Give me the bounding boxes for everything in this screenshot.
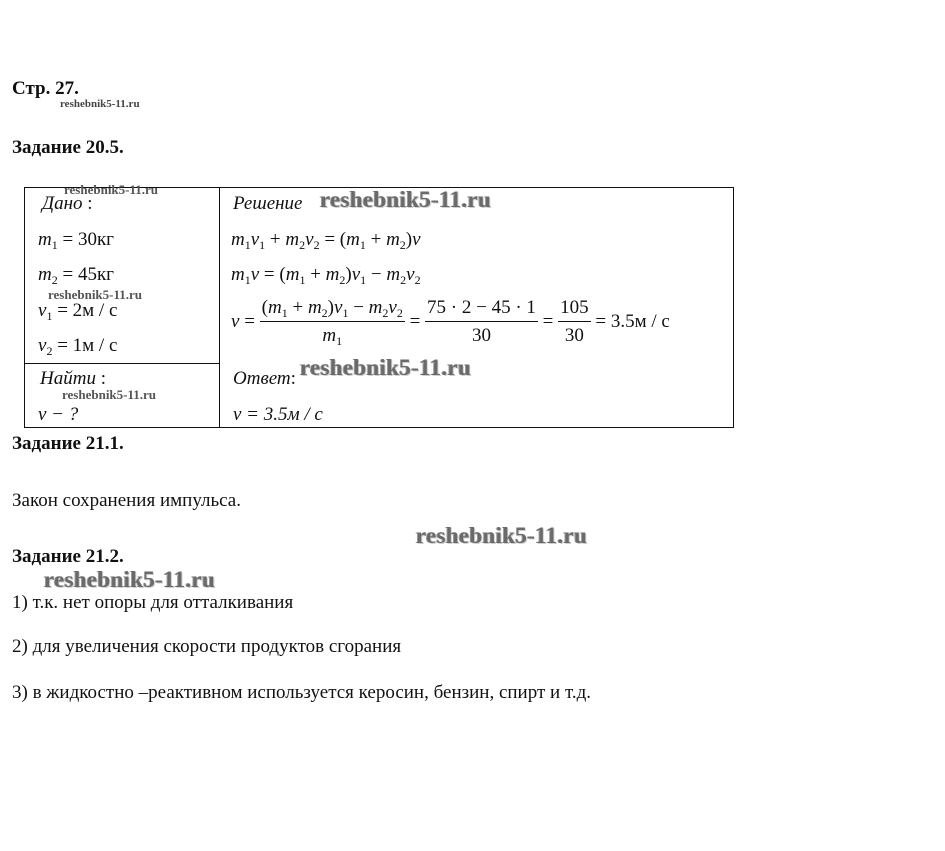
given-m1: $m_1 = 30кг$ [38,229,114,252]
answer-value: v = 3.5м / с [233,404,323,425]
list-item: 3) в жидкостно –реактивном используется керосин, бензин, спирт и т.д. [12,682,591,703]
answer-label: Ответ: [233,368,296,389]
equation-result: v = $\frac{(m_1 + m_2)v_1 - m_2v_2}{m_1}$ = $\frac{75 \cdot 2 - 45 \cdot 1}{30}$ = $\frac{105}{30}$ = 3.5м / с [231,297,670,348]
page-label: Стр. 27. [12,78,79,99]
watermark: reshebnik5-11.ru [416,523,588,548]
task-20-5-heading: Задание 20.5. [12,137,124,158]
list-item: 2) для увеличения скорости продуктов сгорания [12,636,402,657]
watermark: reshebnik5-11.ru [44,567,216,592]
watermark: reshebnik5-11.ru [64,182,159,197]
given-v1: $v_1 = 2м / с$ [38,300,118,323]
table-divider [219,187,220,428]
watermark: reshebnik5-11.ru [60,98,140,110]
equation-rearranged: $m_1v = (m_1 + m_2)v_1 - m_2v_2$ [231,264,421,287]
task-21-2-heading: Задание 21.2. [12,546,124,567]
find-unknown: v − ? [38,404,79,425]
given-m2: $m_2 = 45кг$ [38,264,114,287]
watermark: reshebnik5-11.ru [320,187,492,212]
given-v2: $v_2 = 1м / с$ [38,335,118,358]
equation-momentum: $m_1v_1 + m_2v_2 = (m_1 + m_2)v$ [231,229,421,252]
find-label: Найти : [40,368,106,389]
list-item: 1) т.к. нет опоры для отталкивания [12,592,294,613]
watermark: reshebnik5-11.ru [62,387,157,402]
solution-label: Решение [233,193,303,214]
watermark: reshebnik5-11.ru [300,355,472,380]
given-label: Дано : [42,193,93,214]
watermark: reshebnik5-11.ru [48,287,143,302]
task-21-1-heading: Задание 21.1. [12,433,124,454]
table-divider [24,363,220,364]
task-21-1-text: Закон сохранения импульса. [12,490,241,511]
